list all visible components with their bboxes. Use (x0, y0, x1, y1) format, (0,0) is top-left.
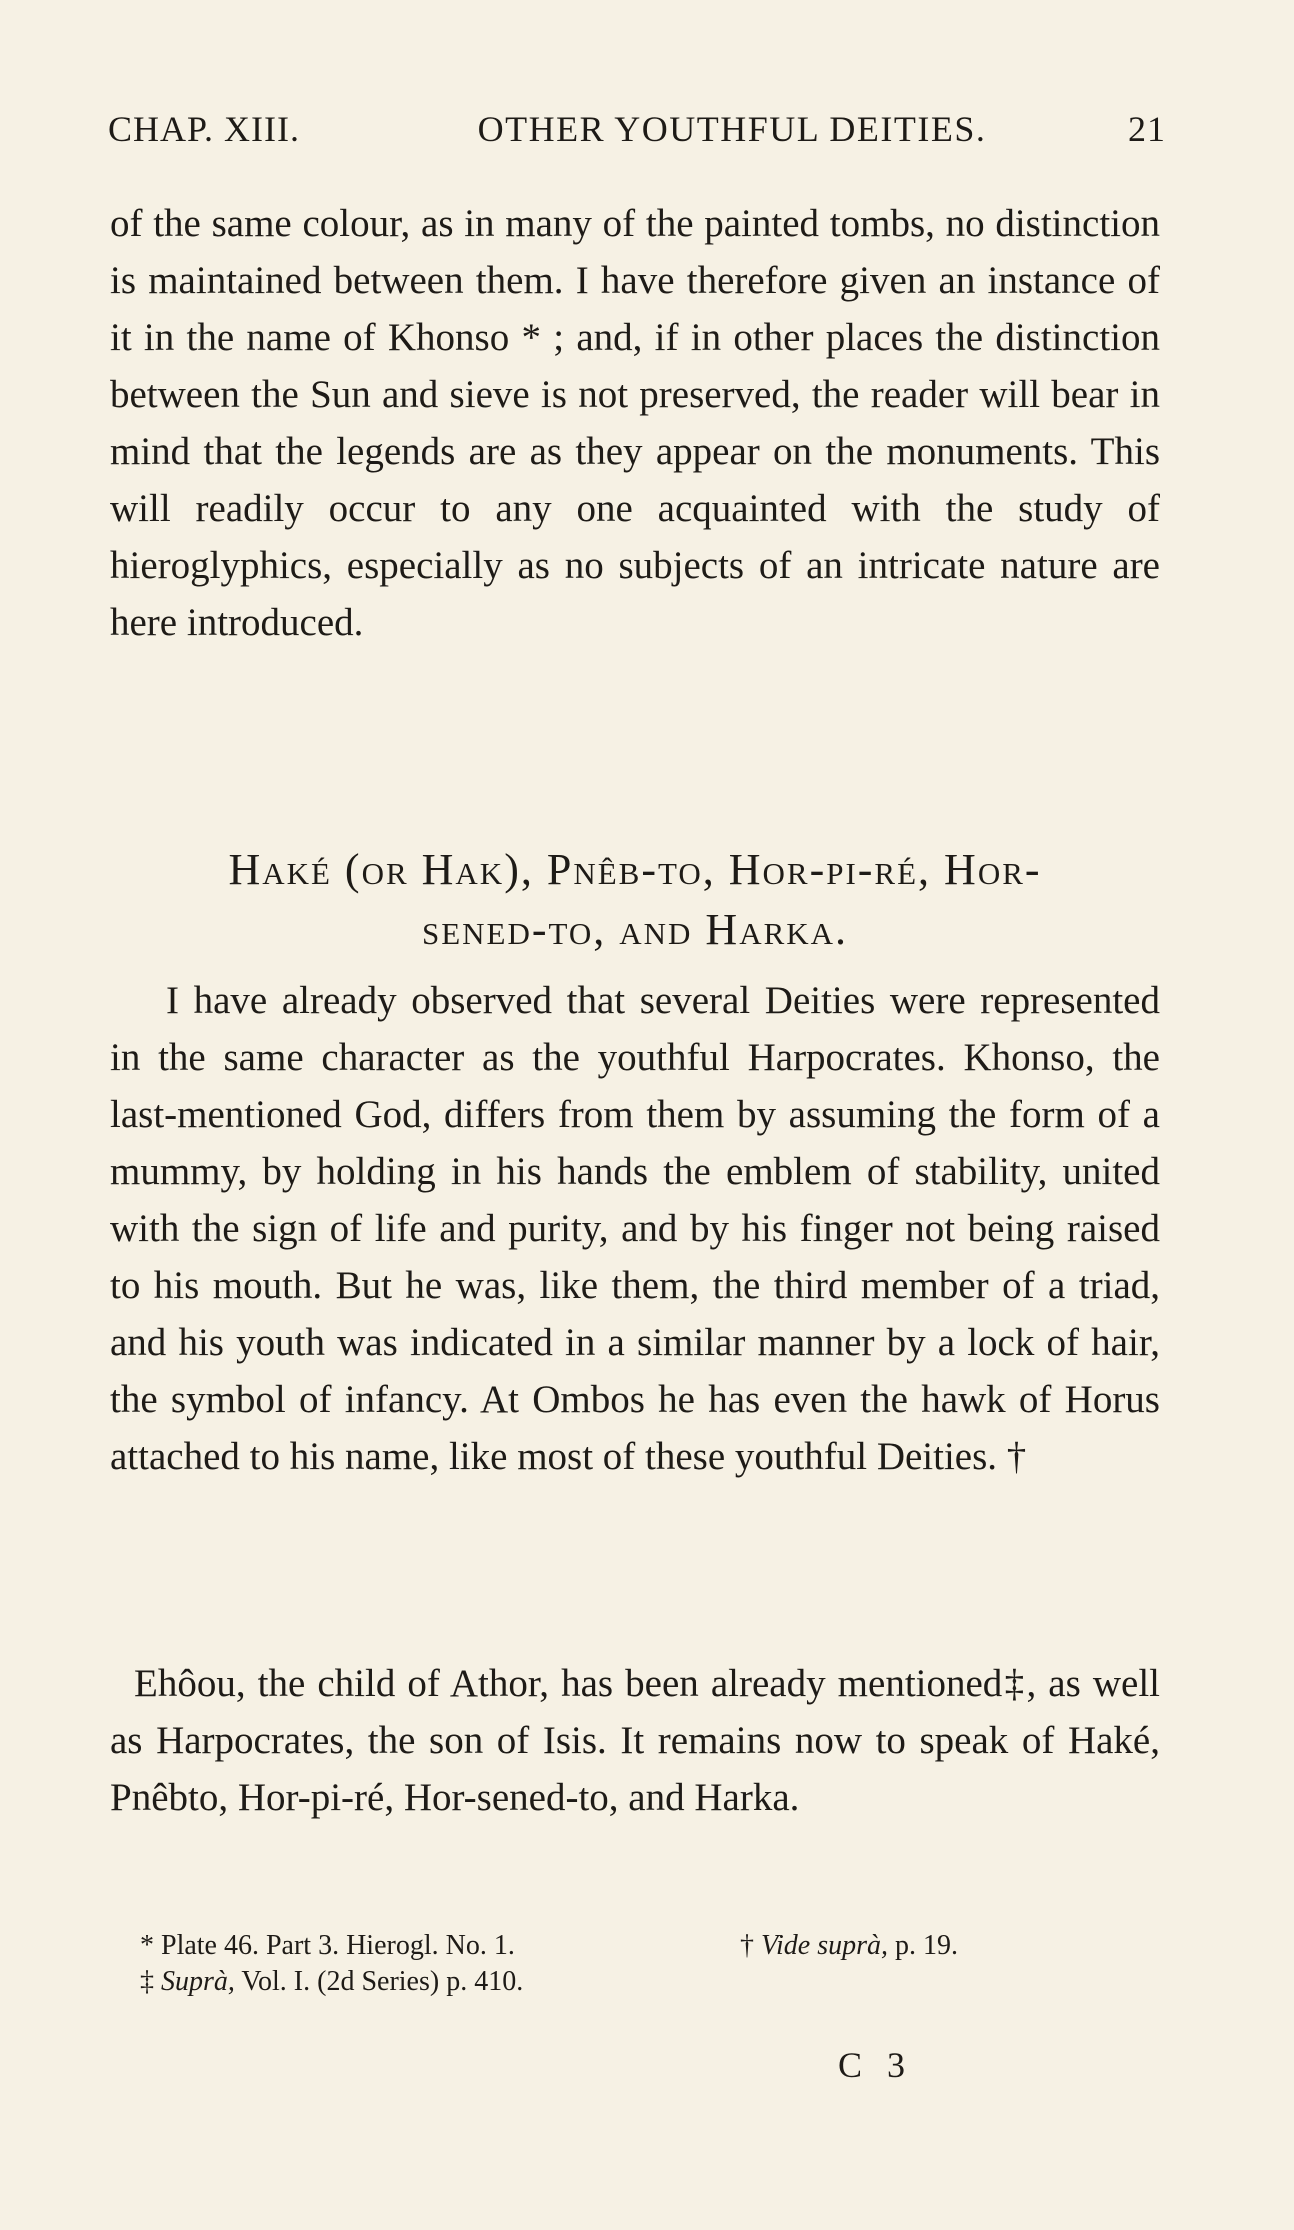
footnote-star: * Plate 46. Part 3. Hierogl. No. 1. (140, 1930, 515, 1961)
footnote-row-2 (140, 1964, 1120, 2000)
running-header (108, 108, 1166, 150)
footnote-ddagger (140, 1964, 740, 2000)
footnotes (140, 1928, 1120, 2000)
page-number: 21 (1128, 109, 1166, 149)
section-heading (110, 840, 1160, 960)
footnote-ddagger-italic: Suprà, (161, 1966, 235, 1997)
footnote-ddagger-mark: ‡ (140, 1966, 154, 1997)
footnote-dagger (740, 1928, 1120, 1964)
section-heading-line-2: sened-to, and Harka. (421, 905, 849, 954)
section-heading-line-1: Haké (or Hak), Pnêb-to, Hor-pi-ré, Hor- (228, 845, 1042, 894)
footnote-dagger-rest: p. 19. (895, 1930, 959, 1961)
running-title: OTHER YOUTHFUL DEITIES. (477, 109, 987, 149)
footnote-ddagger-rest: Vol. I. (2d Series) p. 410. (241, 1966, 524, 1997)
chapter-label: CHAP. XIII. (108, 109, 301, 149)
footnote-dagger-mark: † (740, 1930, 754, 1961)
paragraph-1: of the same colour, as in many of the painted tombs, no distinction is maintained between them. I have therefore given an instance of it in the name of Khonso * ; and, if in other places the distinction between the Sun and sieve is not preserved, the reader will bear in mind that the legends are as they appear on the monuments. This will readily occur to any one acquainted with the study of hieroglyphics, especially as no subjects of an intricate nature are here introduced. (110, 202, 1160, 644)
signature-mark: C 3 (838, 2045, 914, 2085)
footnote-dagger-italic: Vide suprà, (761, 1930, 889, 1961)
paragraph-2: I have already observed that several Deities were represented in the same character as the youthful Harpocrates. Khonso, the last-mentioned God, differs from them by assuming the form of a mummy, by holding in his hands the emblem of stability, united with the sign of life and purity, and by his finger not being raised to his mouth. But he was, like them, the third member of a triad, and his youth was indicated in a similar manner by a lock of hair, the symbol of infancy. At Ombos he has even the hawk of Horus attached to his name, like most of these youthful Deities. † (110, 979, 1160, 1478)
footnote-row-1 (140, 1928, 1120, 1964)
paragraph-3: Ehôou, the child of Athor, has been already mentioned‡, as well as Harpocrates, the son of Isis. It remains now to speak of Haké, Pnêbto, Hor-pi-ré, Hor-sened-to, and Harka. (110, 1662, 1160, 1819)
